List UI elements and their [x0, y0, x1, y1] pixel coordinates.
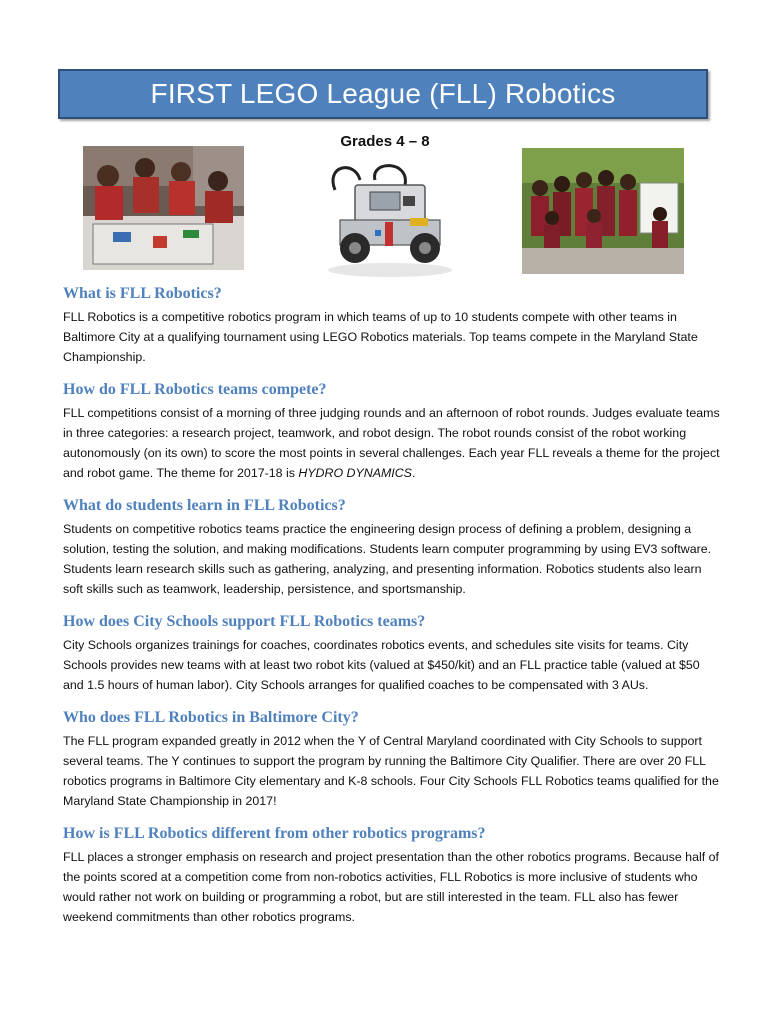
section-heading: What is FLL Robotics? — [63, 285, 222, 302]
section-what-is-fll — [63, 283, 723, 367]
team-group-photo — [522, 148, 684, 274]
section-heading: How do FLL Robotics teams compete? — [63, 381, 327, 398]
section-heading: How is FLL Robotics different from other robotics programs? — [63, 825, 486, 842]
section-who-does-fll — [63, 707, 723, 811]
section-what-students-learn — [63, 495, 723, 599]
section-city-schools-support — [63, 611, 723, 695]
section-how-teams-compete — [63, 379, 723, 483]
section-body: The FLL program expanded greatly in 2012 when the Y of Central Maryland coordinated with City Schools to support several teams. The Y continues to support the program by running the Baltimore City Qualifier. There are over 20 FLL robotics programs in Baltimore City elementary and K-8 schools. Four City Schools FLL Robotics teams qualified for the Maryland State Championship in 2017! — [63, 734, 719, 808]
grades-subtitle: Grades 4 – 8 — [340, 133, 430, 150]
title-banner — [58, 69, 708, 119]
students-at-competition-table-photo — [83, 146, 244, 270]
page-title: FIRST LEGO League (FLL) Robotics — [150, 78, 616, 109]
section-how-fll-different — [63, 823, 723, 927]
section-body: FLL places a stronger emphasis on research and project presentation than the other robotics programs. Because half of the points scored at a competition come from non-robotics activities, FLL Robotics is more inclusive of students who would rather not work on building or programming a robot, but are still interested in the team. FLL also has fewer weekend commitments than other robotics programs. — [63, 850, 719, 924]
section-body-end: . — [411, 466, 416, 480]
section-heading: What do students learn in FLL Robotics? — [63, 497, 346, 514]
section-body: FLL Robotics is a competitive robotics program in which teams of up to 10 students compete with other teams in Baltimore City at a qualifying tournament using LEGO Robotics materials. Top teams compete in the Maryland State Championship. — [63, 310, 698, 364]
section-body-text: FLL competitions consist of a morning of three judging rounds and an afternoon of robot rounds. Judges evaluate teams in three categories: a research project, teamwork, and robot design. The robot rounds consist of the robot working autonomously (on its own) to score the most points in several challenges. Each year FLL reveals a theme for the project and robot game. The theme for 2017-18 is — [63, 406, 720, 480]
section-body: Students on competitive robotics teams practice the engineering design process of defining a problem, designing a solution, testing the solution, and making modifications. Students learn computer programming by using EV3 software. Students learn research skills such as gathering, analyzing, and presenting information. Robotics students also learn soft skills such as teamwork, leadership, persistence, and sportsmanship. — [63, 522, 712, 596]
ev3-robot-photo — [315, 160, 465, 280]
main-content — [63, 283, 723, 939]
section-body — [63, 403, 723, 483]
section-heading: Who does FLL Robotics in Baltimore City? — [63, 709, 359, 726]
section-body: City Schools organizes trainings for coaches, coordinates robotics events, and schedules site visits for teams. City Schools provides new teams with at least two robot kits (valued at $450/kit) and an FLL practice table (valued at $50 and 1.5 hours of human labor). City Schools arranges for qualified coaches to be compensated with 3 AUs. — [63, 638, 700, 692]
theme-name: HYDRO DYNAMICS — [298, 466, 412, 480]
section-heading: How does City Schools support FLL Robotics teams? — [63, 613, 426, 630]
